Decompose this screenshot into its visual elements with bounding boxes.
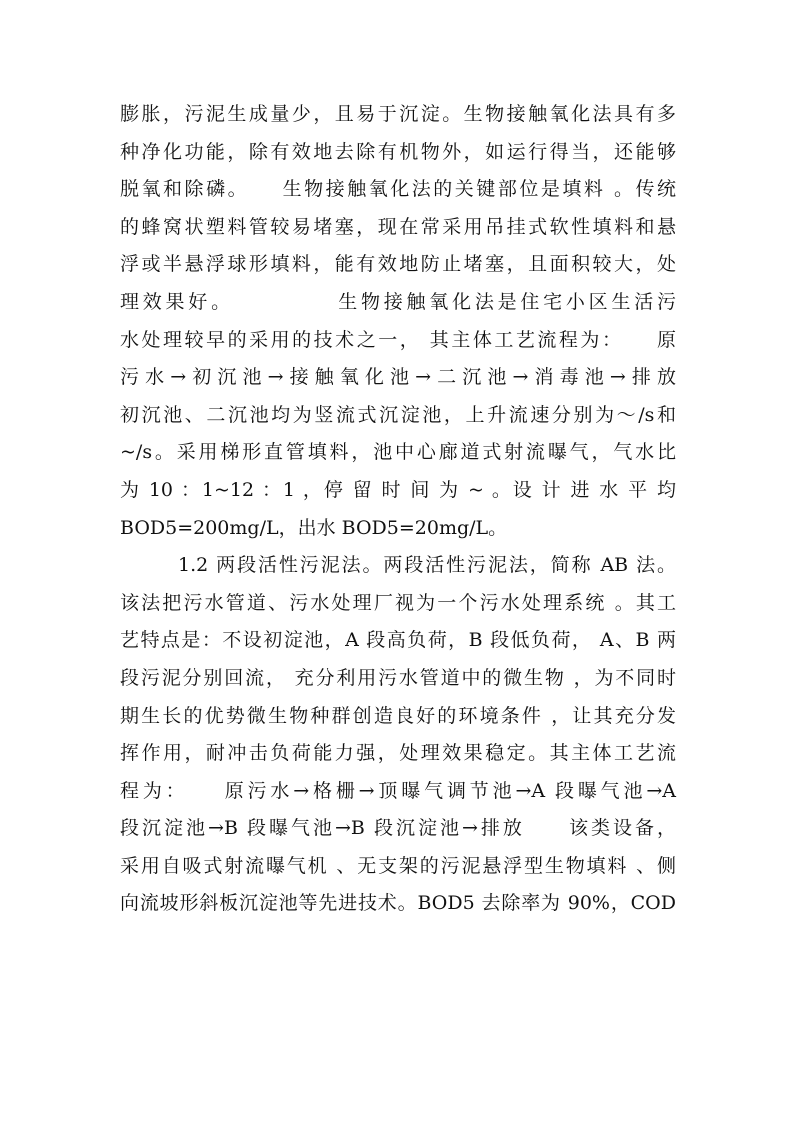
text-line: 浮或半悬浮球形填料，能有效地防止堵塞，且面积较大，处 — [120, 253, 676, 276]
text-line: 初沉池、二沉池均为竖流式沉淀池，上升流速分别为～/s和 — [120, 403, 676, 426]
text-line: 脱氧和除磷。 生物接触氧化法的关键部位是填料 。传统 — [120, 178, 676, 201]
text-line: 种净化功能，除有效地去除有机物外，如运行得当，还能够 — [120, 140, 676, 163]
text-line: 污水→初沉池→接触氧化池→二沉池→消毒池→排放 — [120, 366, 676, 389]
text-line: 采用自吸式射流曝气机 、无支架的污泥悬浮型生物填料 、侧 — [120, 854, 676, 877]
text-line: 段污泥分别回流， 充分利用污水管道中的微生物 ，为不同时 — [120, 666, 676, 689]
text-line: 该法把污水管道、污水处理厂视为一个污水处理系统 。其工 — [120, 591, 676, 614]
text-line: 向流坡形斜板沉淀池等先进技术。BOD5 去除率为 90%，COD — [120, 892, 676, 915]
text-line: 期生长的优势微生物种群创造良好的环境条件 ，让其充分发 — [120, 704, 676, 727]
text-line: 理效果好。 生物接触氧化法是住宅小区生活污 — [120, 290, 676, 313]
text-line: 膨胀，污泥生成量少，且易于沉淀。生物接触氧化法具有多 — [120, 103, 676, 125]
text-line: 段沉淀池→B 段曝气池→B 段沉淀池→排放 该类设备， — [120, 817, 676, 840]
section-heading-line: 1.2 两段活性污泥法。两段活性污泥法，简称 AB 法。 — [178, 554, 676, 577]
text-line: 程为： 原污水→格栅→顶曝气调节池→A 段曝气池→A — [120, 779, 676, 802]
text-line: ~/s。采用梯形直管填料，池中心廊道式射流曝气，气水比 — [120, 441, 676, 464]
body-text — [120, 96, 676, 923]
text-line: 的蜂窝状塑料管较易堵塞，现在常采用吊挂式软性填料和悬 — [120, 215, 676, 238]
text-line: BOD5=200mg/L，出水 BOD5=20mg/L。 — [120, 516, 508, 539]
text-line: 挥作用，耐冲击负荷能力强，处理效果稳定。其主体工艺流 — [120, 742, 676, 765]
text-line: 水处理较早的采用的技术之一， 其主体工艺流程为： 原 — [120, 328, 676, 351]
text-line: 为 10 ：1~12 ：1 ，停 留 时 间 为 ~ 。设 计 进 水 平 均 — [120, 478, 676, 501]
text-line: 艺特点是：不设初淀池，A 段高负荷，B 段低负荷， A、B 两 — [120, 629, 676, 652]
